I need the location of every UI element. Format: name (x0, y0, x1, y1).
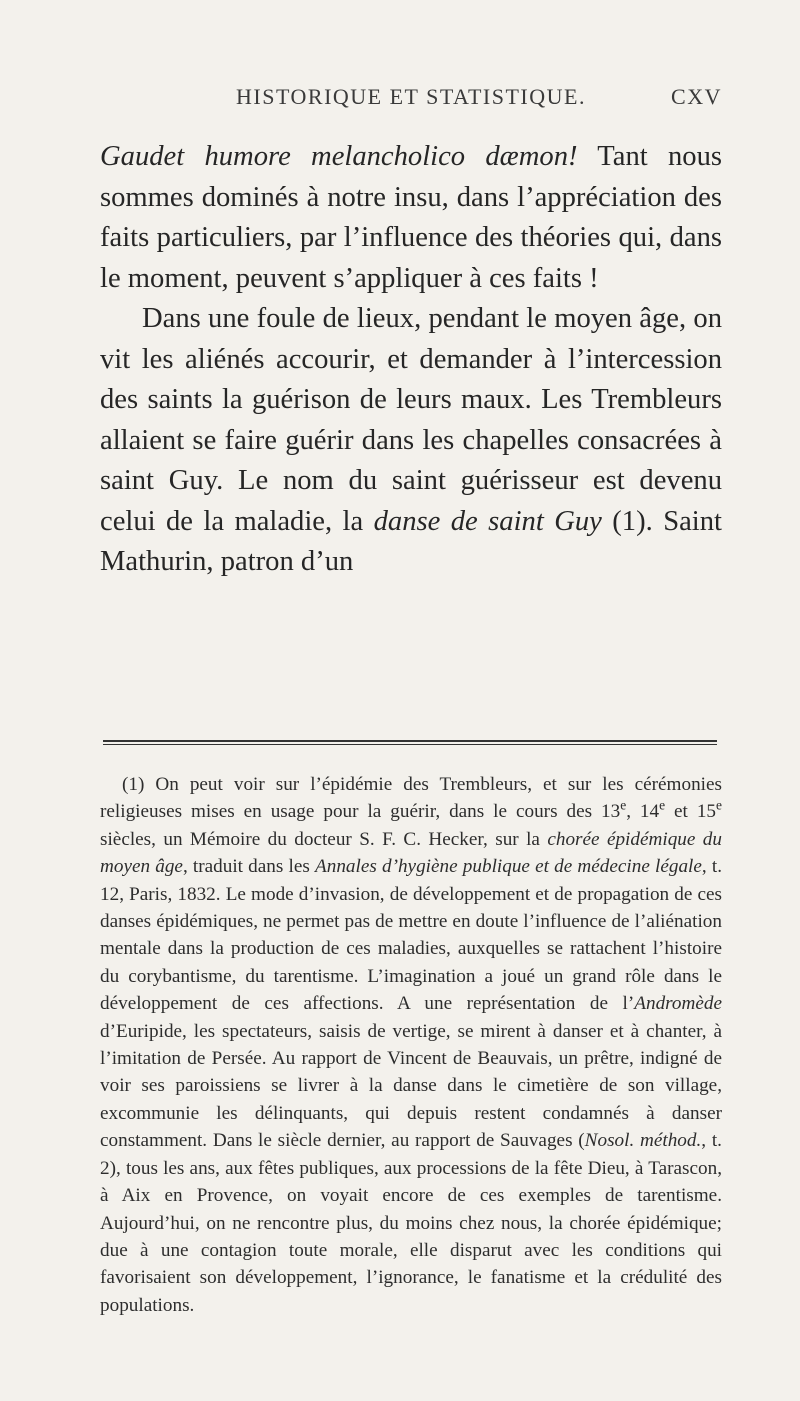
main-text (100, 137, 722, 583)
footnote-marker: (1) (122, 774, 145, 795)
footnote-text: siècles, un Mémoire du docteur S. F. C. Hecker, sur la (100, 828, 548, 850)
footnote-text: , t. 2), tous les ans, aux fêtes publiques, aux processions de la fête Dieu, à Tarascon, à Aix en Provence, on voyait encore de ces exemples de tarentisme. Aujourd’hui, on ne rencontre plus, du moins chez nous, la chorée épidémique; due à une contagion toute morale, elle disparut avec les conditions qui favorisaient son développement, l’ignorance, le fanatisme et la crédulité des populations. (100, 1130, 722, 1316)
footnote-superscript: e (716, 798, 722, 814)
footnote-separator (103, 740, 717, 745)
paragraph-1-text: Tant nous sommes dominés à notre insu, dans l’appréciation des faits particuliers, par l’influence des théories qui, dans le moment, peuvent s’appliquer à ces faits ! (100, 141, 722, 294)
footnote (100, 771, 722, 1319)
paragraph-2-text-a: Dans une foule de lieux, pendant le moyen âge, on vit les aliénés accourir, et demander à l’intercession des saints la guérison de leurs maux. Les Trembleurs allaient se faire guérir dans les chapelles consacrées à saint Guy. Le nom du saint guérisseur est devenu celui de la maladie, la (100, 303, 722, 537)
paragraph-2-italic: danse de saint Guy (373, 505, 602, 537)
footnote-text: , t. 12, Paris, 1832. Le mode d’invasion, de développement et de propagation de ces danses épidémiques, ne permet pas de mettre en doute l’influence de l’aliénation mentale dans la production de ces maladies, auxquelles se rattachent l’histoire du corybantisme, du tarentisme. L’imagination a joué un grand rôle dans le développement de ces affections. A une représentation de l’ (100, 856, 722, 1015)
footnote-text: , 14 (626, 801, 660, 823)
footnote-italic: Andromède (634, 993, 722, 1015)
latin-quotation: Gaudet humore melancholico dæmon! (100, 141, 578, 172)
paragraph-1 (100, 137, 722, 299)
footnote-italic: Nosol. méthod. (584, 1130, 702, 1152)
footnote-text: et 15 (665, 801, 717, 823)
paragraph-2 (100, 299, 722, 583)
footnote-superscript: e (620, 798, 627, 814)
footnote-superscript: e (659, 798, 666, 814)
running-head-title: HISTORIQUE ET STATISTIQUE. (236, 84, 586, 109)
footnote-text: , traduit dans les (182, 856, 315, 878)
footnote-italic: Annales d’hygiène publique et de médecine légale (315, 856, 702, 878)
footnote-text: On peut voir sur l’épidémie des Trembleurs, et sur les cérémonies religieuses mises en usage pour la guérir, dans le cours des 13 (100, 774, 722, 823)
paragraph-2-text-b: (1). Saint Mathurin, patron d’un (100, 505, 722, 577)
running-head (100, 84, 722, 114)
page-number: CXV (671, 84, 722, 109)
footnote-italic: chorée épidémique du moyen âge (100, 828, 722, 878)
footnote-text: d’Euripide, les spectateurs, saisis de vertige, se mirent à danser et à chanter, à l’imitation de Persée. Au rapport de Vincent de Beauvais, un prêtre, indigné de voir ses paroissiens se livrer à la danse dans le cimetière de son village, excommunie les délinquants, qui depuis restent condamnés à danser constamment. Dans le siècle dernier, au rapport de Sauvages ( (100, 1020, 722, 1152)
